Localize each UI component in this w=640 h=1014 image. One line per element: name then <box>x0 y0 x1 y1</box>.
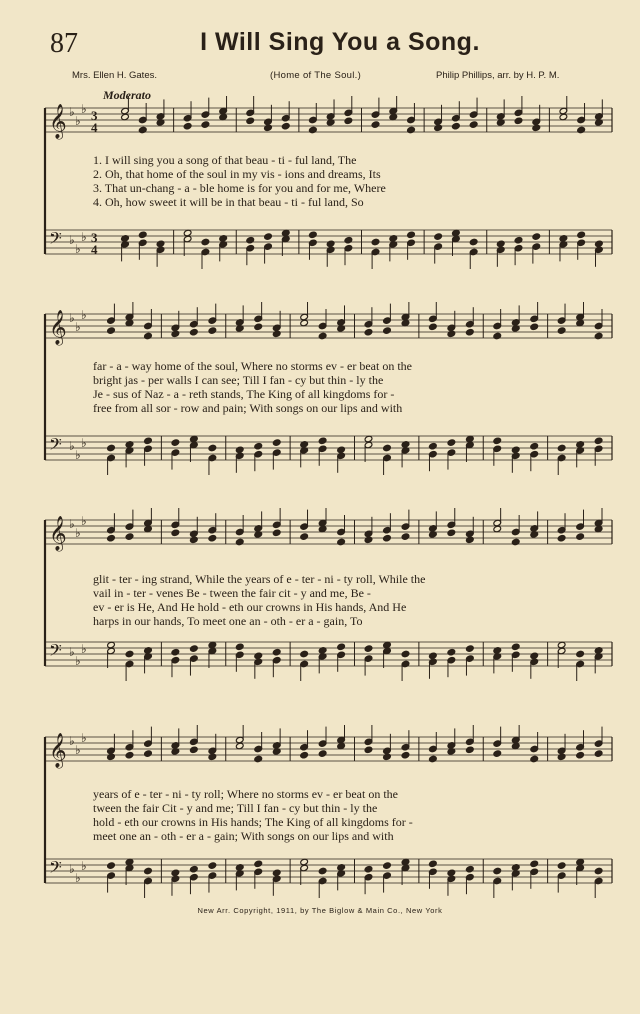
tune-name: (Home of The Soul.) <box>270 70 362 81</box>
note-head <box>429 443 438 450</box>
note-head <box>594 332 603 339</box>
note-head <box>190 536 199 543</box>
bass-clef: 𝄢 <box>49 640 62 664</box>
time-signature-top: 3 <box>91 108 98 123</box>
note-head <box>125 858 134 865</box>
note-head <box>383 327 392 334</box>
note-head <box>364 645 373 652</box>
note-head <box>389 113 398 120</box>
note-head <box>594 437 603 444</box>
note-head <box>254 755 263 762</box>
note-head <box>557 753 566 760</box>
lyric-line: 4. Oh, how sweet it will be in that beau - ti - ful land, So <box>93 195 364 209</box>
note-head <box>557 327 566 334</box>
note-head <box>264 124 273 131</box>
flat-sign: ♭ <box>69 439 75 453</box>
lyric-line: tween the fair Cit - y and me; Till I fan - cy but thin - ly the <box>93 801 378 815</box>
flat-sign: ♭ <box>75 320 81 334</box>
note-head <box>156 240 165 247</box>
flat-sign: ♭ <box>69 105 75 119</box>
note-head <box>530 860 539 867</box>
note-head <box>171 649 180 656</box>
lyric-line: glit - ter - ing strand, While the years of e - ter - ni - ty roll, While the <box>93 572 426 586</box>
note-head <box>447 529 456 536</box>
note-head <box>469 121 478 128</box>
note-head <box>208 327 217 334</box>
note-head <box>407 126 416 133</box>
note-head <box>107 535 116 542</box>
note-head <box>254 652 263 659</box>
note-head <box>383 444 392 451</box>
note-head <box>466 645 475 652</box>
note-head <box>383 535 392 542</box>
note-head <box>594 750 603 757</box>
note-head <box>532 233 541 240</box>
note-head <box>281 229 290 236</box>
lyric-line: free from all sor - row and pain; With songs on our lips and with <box>93 401 403 415</box>
note-head <box>138 231 147 238</box>
note-head <box>383 641 392 648</box>
note-head <box>576 858 585 865</box>
note-head <box>557 535 566 542</box>
note-head <box>235 538 244 545</box>
flat-sign: ♭ <box>75 871 81 885</box>
note-head <box>190 329 199 336</box>
note-head <box>576 752 585 759</box>
flat-sign: ♭ <box>69 862 75 876</box>
note-head <box>511 643 520 650</box>
note-head <box>466 866 475 873</box>
flat-sign: ♭ <box>81 230 87 244</box>
flat-sign: ♭ <box>81 642 87 656</box>
note-head <box>318 437 327 444</box>
note-head <box>144 867 153 874</box>
note-head <box>466 435 475 442</box>
note-head <box>201 238 210 245</box>
bass-clef: 𝄢 <box>49 228 62 252</box>
note-head <box>171 529 180 536</box>
flat-sign: ♭ <box>69 233 75 247</box>
copyright-footer: New Arr. Copyright, 1911, by The Biglow & Main Co., New York <box>197 906 443 915</box>
note-head <box>469 238 478 245</box>
note-head <box>364 746 373 753</box>
note-head <box>201 121 210 128</box>
composer-credit: Philip Phillips, arr. by H. P. M. <box>436 70 560 81</box>
note-head <box>447 330 456 337</box>
note-head <box>235 446 244 453</box>
note-head <box>447 869 456 876</box>
note-head <box>125 752 134 759</box>
flat-sign: ♭ <box>81 859 87 873</box>
note-head <box>337 742 346 749</box>
treble-clef: 𝄞 <box>49 104 67 139</box>
note-head <box>530 323 539 330</box>
note-head <box>300 752 309 759</box>
note-head <box>496 240 505 247</box>
flat-sign: ♭ <box>69 645 75 659</box>
note-head <box>107 641 116 648</box>
note-head <box>576 650 585 657</box>
note-head <box>557 862 566 869</box>
lyric-line: ev - er is He, And He hold - eth our crowns in His hands, And He <box>93 600 407 614</box>
note-head <box>107 327 116 334</box>
note-head <box>318 525 327 532</box>
lyric-line: 1. I will sing you a song of that beau - ti - ful land, The <box>93 153 357 167</box>
note-head <box>576 319 585 326</box>
note-head <box>219 113 228 120</box>
treble-clef: 𝄞 <box>49 733 67 768</box>
note-head <box>107 753 116 760</box>
note-head <box>144 437 153 444</box>
flat-sign: ♭ <box>69 517 75 531</box>
note-head <box>121 113 130 120</box>
treble-clef: 𝄞 <box>49 310 67 345</box>
note-head <box>254 323 263 330</box>
hymn-number: 87 <box>50 28 78 59</box>
note-head <box>434 124 443 131</box>
note-head <box>364 866 373 873</box>
note-head <box>532 124 541 131</box>
flat-sign: ♭ <box>81 514 87 528</box>
note-head <box>383 862 392 869</box>
note-head <box>144 750 153 757</box>
note-head <box>371 121 380 128</box>
note-head <box>452 229 461 236</box>
note-head <box>557 641 566 648</box>
flat-sign: ♭ <box>69 311 75 325</box>
lyric-line: 2. Oh, that home of the soul in my vis - ions and dreams, Its <box>93 167 381 181</box>
note-head <box>190 645 199 652</box>
note-head <box>318 750 327 757</box>
note-head <box>272 869 281 876</box>
note-head <box>125 650 134 657</box>
note-head <box>171 869 180 876</box>
note-head <box>107 444 116 451</box>
flat-sign: ♭ <box>81 731 87 745</box>
note-head <box>447 439 456 446</box>
note-head <box>125 533 134 540</box>
note-head <box>594 525 603 532</box>
note-head <box>318 332 327 339</box>
flat-sign: ♭ <box>75 448 81 462</box>
note-head <box>511 538 520 545</box>
bass-clef: 𝄢 <box>49 857 62 881</box>
flat-sign: ♭ <box>75 242 81 256</box>
note-head <box>493 867 502 874</box>
note-head <box>144 332 153 339</box>
note-head <box>190 746 199 753</box>
lyric-line: bright jas - per walls I can see; Till I fan - cy but thin - ly the <box>93 373 384 387</box>
flat-sign: ♭ <box>75 526 81 540</box>
note-head <box>401 319 410 326</box>
note-head <box>235 643 244 650</box>
note-head <box>254 860 263 867</box>
tempo-marking: Moderato <box>103 88 151 102</box>
note-head <box>125 319 134 326</box>
note-head <box>364 435 373 442</box>
flat-sign: ♭ <box>69 734 75 748</box>
note-head <box>309 126 318 133</box>
note-head <box>171 330 180 337</box>
hymn-title: I Will Sing You a Song. <box>200 28 480 56</box>
note-head <box>493 750 502 757</box>
note-head <box>371 238 380 245</box>
lyric-line: years of e - ter - ni - ty roll; Where no storms ev - er beat on the <box>93 787 399 801</box>
note-head <box>300 533 309 540</box>
time-signature-top: 3 <box>91 230 98 245</box>
flat-sign: ♭ <box>81 308 87 322</box>
note-head <box>407 231 416 238</box>
note-head <box>337 538 346 545</box>
lyric-line: vail in - ter - venes Be - tween the fair cit - y and me, Be - <box>93 586 371 600</box>
note-head <box>530 443 539 450</box>
note-head <box>364 329 373 336</box>
note-head <box>401 752 410 759</box>
note-head <box>429 652 438 659</box>
note-head <box>530 755 539 762</box>
flat-sign: ♭ <box>81 102 87 116</box>
lyric-line: Je - sus of Naz - a - reth stands, The King of all kingdoms for - <box>93 387 395 401</box>
note-head <box>401 858 410 865</box>
note-head <box>337 446 346 453</box>
note-head <box>577 126 586 133</box>
lyric-line: far - a - way home of the soul, Where no storms ev - er beat on the <box>93 359 413 373</box>
note-head <box>272 439 281 446</box>
note-head <box>264 233 273 240</box>
note-head <box>337 643 346 650</box>
note-head <box>429 323 438 330</box>
note-head <box>514 237 523 244</box>
note-head <box>493 437 502 444</box>
note-head <box>434 233 443 240</box>
note-head <box>208 753 217 760</box>
note-head <box>493 525 502 532</box>
note-head <box>401 533 410 540</box>
note-head <box>595 240 604 247</box>
note-head <box>281 123 290 130</box>
note-head <box>452 123 461 130</box>
note-head <box>138 126 147 133</box>
lyric-line: harps in our hands, To meet one an - oth - er a - gain, To <box>93 614 363 628</box>
bass-clef: 𝄢 <box>49 434 62 458</box>
note-head <box>208 535 217 542</box>
note-head <box>594 867 603 874</box>
note-head <box>318 867 327 874</box>
note-head <box>208 862 217 869</box>
note-head <box>530 652 539 659</box>
lyric-line: hold - eth our crowns in His hands; The King of all kingdoms for - <box>93 815 413 829</box>
note-head <box>254 443 263 450</box>
note-head <box>272 649 281 656</box>
note-head <box>300 319 309 326</box>
note-head <box>493 332 502 339</box>
time-signature-bottom: 4 <box>91 120 98 135</box>
note-head <box>300 858 309 865</box>
note-head <box>401 650 410 657</box>
note-head <box>514 117 523 124</box>
note-head <box>429 755 438 762</box>
note-head <box>208 444 217 451</box>
time-signature-bottom: 4 <box>91 242 98 257</box>
lyric-line: 3. That un-chang - a - ble home is for you and for me, Where <box>93 181 386 195</box>
lyric-line: meet one an - oth - er a - gain; With songs on our lips and with <box>93 829 394 843</box>
treble-clef: 𝄞 <box>49 516 67 551</box>
flat-sign: ♭ <box>75 654 81 668</box>
note-head <box>272 330 281 337</box>
note-head <box>144 525 153 532</box>
note-head <box>326 240 335 247</box>
note-head <box>107 862 116 869</box>
flat-sign: ♭ <box>75 114 81 128</box>
note-head <box>466 746 475 753</box>
note-head <box>246 117 255 124</box>
note-head <box>344 237 353 244</box>
note-head <box>577 231 586 238</box>
note-head <box>300 650 309 657</box>
note-head <box>466 329 475 336</box>
note-head <box>272 529 281 536</box>
note-head <box>557 444 566 451</box>
author-credit: Mrs. Ellen H. Gates. <box>72 70 157 81</box>
note-head <box>364 536 373 543</box>
note-head <box>429 860 438 867</box>
note-head <box>511 742 520 749</box>
note-head <box>246 237 255 244</box>
note-head <box>235 742 244 749</box>
flat-sign: ♭ <box>81 436 87 450</box>
note-head <box>383 753 392 760</box>
note-head <box>344 117 353 124</box>
note-head <box>171 439 180 446</box>
flat-sign: ♭ <box>75 743 81 757</box>
note-head <box>511 446 520 453</box>
note-head <box>559 113 568 120</box>
note-head <box>183 123 192 130</box>
note-head <box>309 231 318 238</box>
note-head <box>190 435 199 442</box>
note-head <box>447 649 456 656</box>
note-head <box>183 229 192 236</box>
note-head <box>576 533 585 540</box>
note-head <box>466 536 475 543</box>
note-head <box>190 866 199 873</box>
note-head <box>208 641 217 648</box>
